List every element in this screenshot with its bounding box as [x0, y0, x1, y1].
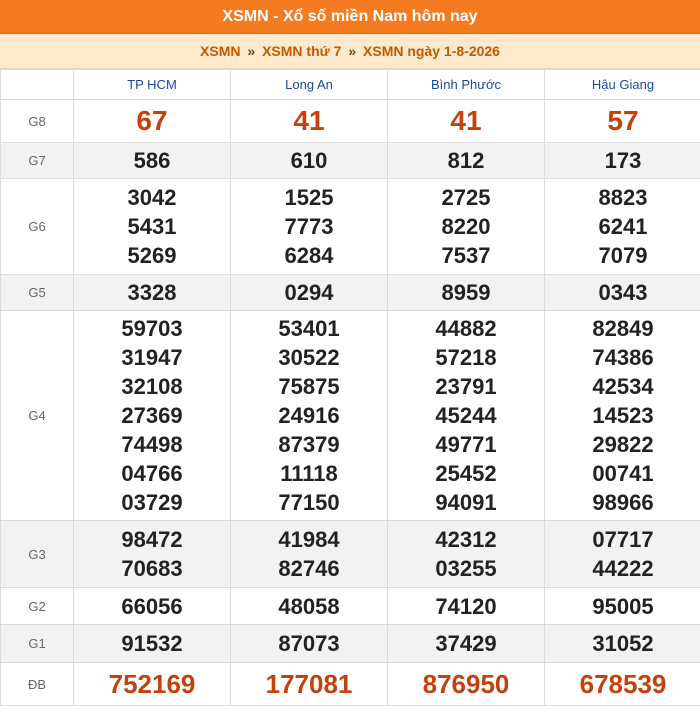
prize-cell [545, 100, 700, 143]
prize-cell [74, 625, 231, 663]
prize-number: 70683 [121, 556, 183, 581]
prize-number: 27369 [121, 403, 183, 428]
results-table [0, 69, 700, 706]
prize-cell [388, 143, 545, 179]
prize-cell [545, 143, 700, 179]
prize-cell [388, 275, 545, 311]
prize-cell [388, 311, 545, 521]
prize-row-g1 [1, 625, 700, 663]
prize-label: G6 [1, 179, 74, 275]
prize-cell [231, 275, 388, 311]
prize-row-g5 [1, 275, 700, 311]
prize-cell [74, 588, 231, 625]
prize-number: 03255 [435, 556, 497, 581]
prize-number: 48058 [278, 593, 340, 619]
prize-number: 57 [607, 105, 639, 136]
special-prize-number: 678539 [579, 669, 667, 699]
prize-number: 6241 [598, 214, 648, 239]
prize-number: 3328 [127, 280, 177, 305]
special-prize-number: 752169 [108, 669, 196, 699]
prize-number: 2725 [441, 185, 491, 210]
prize-number: 74386 [592, 345, 654, 370]
prize-number: 94091 [435, 490, 497, 515]
prize-number: 24916 [278, 403, 340, 428]
prize-cell [388, 100, 545, 143]
prize-number: 5269 [127, 243, 177, 268]
prize-number: 32108 [121, 374, 183, 399]
prize-number: 49771 [435, 432, 497, 457]
prize-number: 66056 [121, 593, 183, 619]
prize-number: 42312 [435, 527, 497, 552]
special-prize-number: 876950 [422, 669, 510, 699]
prize-row-db [1, 663, 700, 706]
breadcrumb-link-xsmn[interactable]: XSMN [200, 43, 241, 59]
prize-label: G7 [1, 143, 74, 179]
prize-cell [74, 143, 231, 179]
prize-number: 30522 [278, 345, 340, 370]
prize-number: 37429 [435, 631, 497, 656]
prize-cell [231, 143, 388, 179]
page-title: XSMN - Xổ số miền Nam hôm nay [0, 0, 700, 34]
prize-number: 41 [450, 105, 482, 136]
prize-cell [545, 625, 700, 663]
prize-number: 75875 [278, 374, 340, 399]
prize-number: 82849 [592, 316, 654, 341]
prize-cell [388, 179, 545, 275]
province-header-row [1, 70, 700, 100]
prize-cell [231, 311, 388, 521]
prize-number: 91532 [121, 631, 183, 656]
prize-number: 82746 [278, 556, 340, 581]
prize-cell [231, 521, 388, 588]
prize-number: 42534 [592, 374, 654, 399]
province-header[interactable]: Long An [231, 70, 388, 100]
prize-number: 7079 [598, 243, 648, 268]
prize-number: 3042 [127, 185, 177, 210]
prize-number: 57218 [435, 345, 497, 370]
prize-number: 14523 [592, 403, 654, 428]
breadcrumb-link-saturday[interactable]: XSMN thứ 7 [262, 43, 342, 59]
prize-number: 07717 [592, 527, 654, 552]
prize-cell [231, 663, 388, 706]
prize-cell [545, 663, 700, 706]
prize-label: G8 [1, 100, 74, 143]
breadcrumb [0, 34, 700, 69]
prize-number: 87379 [278, 432, 340, 457]
prize-number: 23791 [435, 374, 497, 399]
prize-number: 74498 [121, 432, 183, 457]
prize-number: 11118 [280, 461, 338, 486]
prize-number: 87073 [278, 631, 340, 656]
prize-label: G4 [1, 311, 74, 521]
prize-number: 8823 [598, 185, 648, 210]
prize-number: 44882 [435, 316, 497, 341]
prize-row-g2 [1, 588, 700, 625]
prize-label: G3 [1, 521, 74, 588]
prize-cell [231, 625, 388, 663]
prize-row-g6 [1, 179, 700, 275]
prize-number: 5431 [127, 214, 177, 239]
prize-row-g8 [1, 100, 700, 143]
prize-cell [74, 521, 231, 588]
prize-number: 77150 [278, 490, 340, 515]
prize-number: 95005 [592, 593, 654, 619]
prize-number: 29822 [592, 432, 654, 457]
corner-cell [1, 70, 74, 100]
prize-number: 53401 [278, 316, 340, 341]
breadcrumb-separator: » [247, 43, 256, 59]
breadcrumb-link-date[interactable]: XSMN ngày 1-8-2026 [363, 43, 500, 59]
prize-number: 59703 [121, 316, 183, 341]
prize-number: 586 [133, 148, 171, 173]
province-header[interactable]: Hậu Giang [545, 70, 700, 100]
prize-number: 7537 [441, 243, 491, 268]
prize-cell [74, 100, 231, 143]
prize-number: 04766 [121, 461, 183, 486]
prize-number: 6284 [284, 243, 334, 268]
prize-number: 610 [290, 148, 328, 173]
prize-cell [388, 521, 545, 588]
prize-cell [74, 311, 231, 521]
prize-row-g3 [1, 521, 700, 588]
prize-number: 25452 [435, 461, 497, 486]
prize-number: 7773 [284, 214, 334, 239]
prize-number: 00741 [592, 461, 654, 486]
prize-number: 45244 [435, 403, 497, 428]
prize-cell [545, 275, 700, 311]
prize-number: 41984 [278, 527, 340, 552]
prize-number: 8220 [441, 214, 491, 239]
prize-cell [74, 179, 231, 275]
prize-number: 67 [136, 105, 168, 136]
prize-cell [388, 663, 545, 706]
prize-row-g7 [1, 143, 700, 179]
prize-label: ĐB [1, 663, 74, 706]
prize-number: 44222 [592, 556, 654, 581]
prize-number: 812 [447, 148, 485, 173]
province-header[interactable]: TP HCM [74, 70, 231, 100]
prize-cell [388, 588, 545, 625]
prize-number: 173 [604, 148, 642, 173]
prize-cell [231, 100, 388, 143]
prize-number: 8959 [441, 280, 491, 305]
prize-number: 98472 [121, 527, 183, 552]
prize-label: G5 [1, 275, 74, 311]
prize-label: G2 [1, 588, 74, 625]
prize-number: 41 [293, 105, 325, 136]
prize-row-g4 [1, 311, 700, 521]
breadcrumb-separator: » [348, 43, 357, 59]
prize-number: 31052 [592, 631, 654, 656]
prize-number: 74120 [435, 593, 497, 619]
prize-cell [388, 625, 545, 663]
prize-number: 31947 [121, 345, 183, 370]
province-header[interactable]: Bình Phước [388, 70, 545, 100]
prize-cell [545, 588, 700, 625]
prize-number: 0294 [284, 280, 334, 305]
prize-cell [545, 179, 700, 275]
prize-cell [74, 275, 231, 311]
prize-cell [231, 588, 388, 625]
prize-number: 98966 [592, 490, 654, 515]
special-prize-number: 177081 [265, 669, 353, 699]
prize-cell [231, 179, 388, 275]
prize-cell [74, 663, 231, 706]
prize-number: 03729 [121, 490, 183, 515]
prize-label: G1 [1, 625, 74, 663]
prize-number: 1525 [284, 185, 334, 210]
prize-number: 0343 [598, 280, 648, 305]
prize-cell [545, 311, 700, 521]
prize-cell [545, 521, 700, 588]
